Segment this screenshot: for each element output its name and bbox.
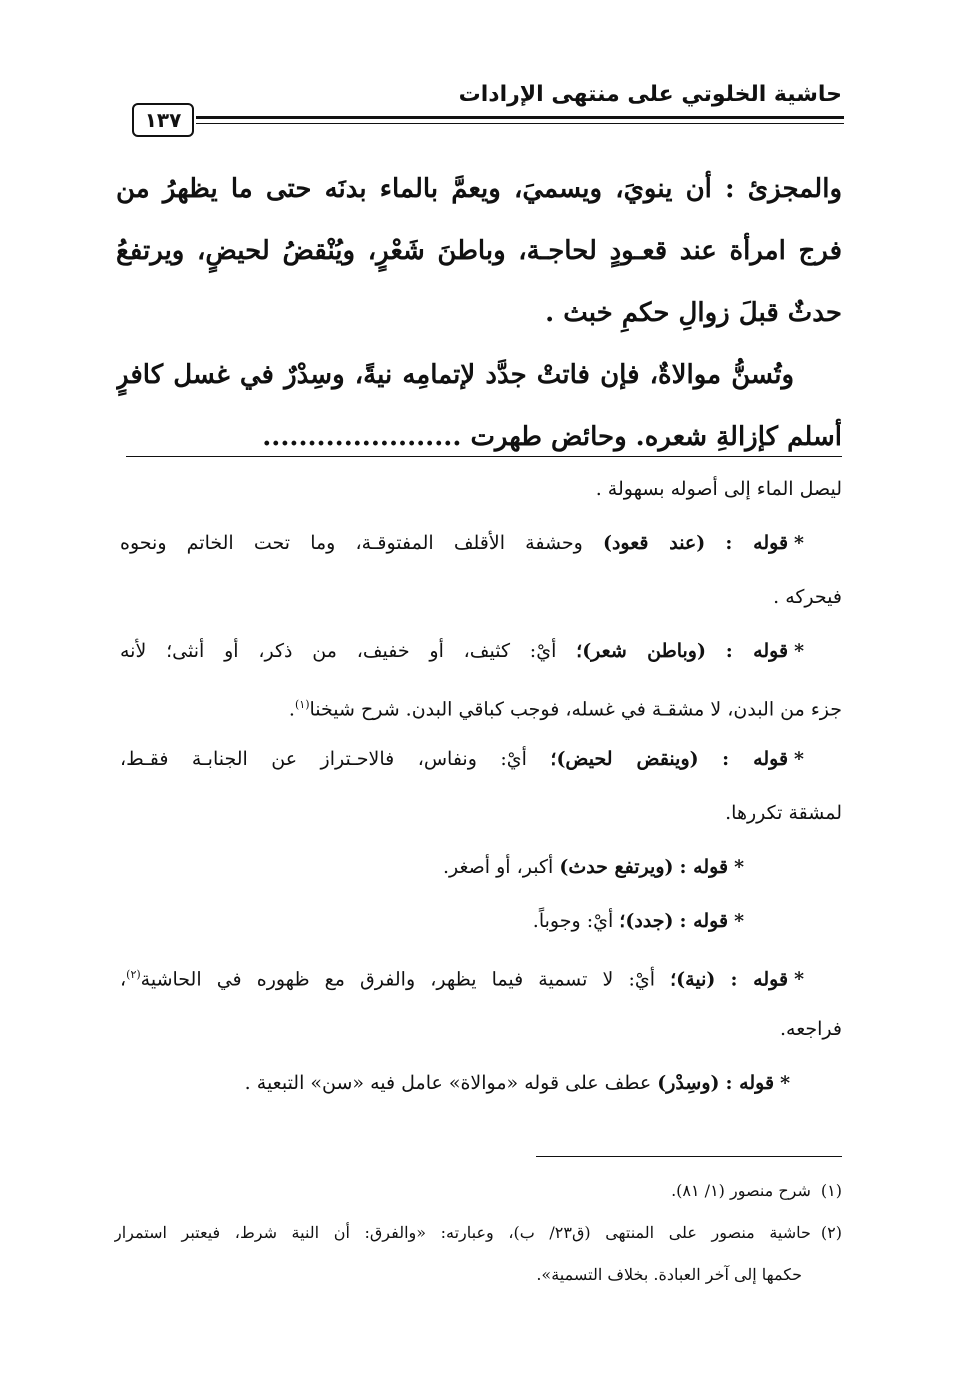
- lemma: (ويرتفع حدث): [559, 856, 674, 878]
- star-marker: *: [734, 910, 744, 932]
- sharh-text: [120, 462, 842, 1110]
- footnote-text-line: حكمها إلى آخر العبادة. بخلاف التسمية».: [536, 1265, 802, 1284]
- star-marker: *: [734, 856, 744, 878]
- matn-text: [116, 158, 842, 468]
- sharh-line: فراجعه.: [780, 1018, 842, 1040]
- sharh-line: فيحركه .: [773, 586, 842, 608]
- sharh-text-run: أيْ: وجوباً.: [532, 910, 614, 932]
- matn-line: والمجزئ : أن ينويَ، ويسميَ، ويعمَّ بالماء بدنَه حتى ما يظهرُ من: [116, 174, 842, 204]
- matn-line: فرج امرأة عند قعـودٍ لحاجـة، وباطنَ شَعْرٍ، ويُنْقضُ لحيضٍ، ويرتفعُ: [116, 236, 842, 266]
- sharh-text-run: أيْ: ونفاس، فالاحـتراز عن الجنابـة فقـط،: [120, 748, 527, 770]
- matn-line: [116, 406, 842, 468]
- running-title: حاشية الخلوتي على منتهى الإرادات: [458, 82, 842, 107]
- star-marker: *: [794, 640, 804, 662]
- footnote-rule: [536, 1156, 842, 1157]
- sharh-text-run: جزء من البدن، لا مشقـة في غسله، فوجب كباقي البدن. شرح شيخنا: [309, 698, 842, 721]
- sharh-text-run: أيْ: لا تسمية فيما يظهر، والفرق مع ظهوره في الحاشية: [140, 968, 656, 991]
- page-number: ١٣٧: [132, 103, 194, 137]
- footnotes: [114, 1170, 842, 1296]
- header-rule-thick: [196, 116, 844, 119]
- footnote-ref[interactable]: (٢): [126, 968, 141, 981]
- qawl-label: قوله :: [679, 910, 729, 932]
- sharh-text-run: ،: [120, 968, 127, 991]
- sharh-text-run: .: [288, 698, 295, 721]
- matn-separator-rule: [126, 456, 842, 457]
- sharh-text-run: عطف على قوله «موالاة» عامل فيه «سن» التبعية .: [244, 1072, 652, 1094]
- sharh-text-run: وحشفة الأقلف المفتوقـة، وما تحت الخاتم ونحوه: [120, 532, 583, 554]
- qawl-label: قوله :: [730, 968, 789, 991]
- qawl-label: قوله :: [725, 640, 789, 662]
- lemma: (جدد)؛: [619, 910, 674, 932]
- header-rule-thin: [196, 123, 844, 124]
- star-marker: *: [794, 532, 804, 554]
- qawl-label: قوله :: [722, 748, 789, 770]
- star-marker: *: [794, 968, 804, 991]
- footnote-number: (٢): [820, 1223, 842, 1242]
- matn-line-text: أسلم كإزالةِ شعره. وحائض طهرت: [470, 422, 842, 452]
- lemma: (وباطن شعر)؛: [576, 640, 706, 662]
- sharh-entry: [120, 840, 842, 894]
- sharh-continuation: ليصل الماء إلى أصوله بسهولة .: [595, 478, 842, 500]
- sharh-line: لمشقة تكررها.: [725, 802, 842, 824]
- footnote-1: [114, 1170, 842, 1212]
- matn-line: حدثٌ قبلَ زوالِ حكمِ خبث .: [545, 298, 842, 328]
- lemma: (عند قعود): [602, 532, 706, 554]
- sharh-line: [120, 678, 842, 732]
- footnote-2: [114, 1212, 842, 1254]
- sharh-entry: [120, 624, 842, 678]
- lemma: (وسِدْر): [657, 1072, 720, 1094]
- footnote-text: حاشية منصور على المنتهى (ق٢٣/ ب)، وعبارته: «والفرق: أن النية شرط، فيعتبر استمرار: [114, 1223, 811, 1242]
- matn-line: وتُسنُّ موالاةٌ، فإن فاتتْ جدَّد لإتمامِه نيةً، وسِدْرٌ في غسل كافرٍ: [116, 360, 794, 390]
- footnote-text: شرح منصور (١/ ٨١).: [671, 1181, 811, 1200]
- footnote-ref[interactable]: (١): [294, 698, 310, 711]
- sharh-entry: [120, 516, 842, 570]
- lemma: (نية)؛: [670, 968, 716, 991]
- qawl-label: قوله :: [725, 1072, 775, 1094]
- sharh-text-run: أيْ: كثيف، أو خفيف، من ذكر، أو أنثى؛ لأنه: [120, 640, 557, 662]
- sharh-entry: [120, 948, 842, 1002]
- qawl-label: قوله :: [725, 532, 789, 554]
- sharh-text-run: أكبر، أو أصغر.: [442, 856, 554, 878]
- footnote-number: (١): [820, 1181, 842, 1200]
- continuation-dots: ......................: [262, 422, 462, 452]
- qawl-label: قوله :: [679, 856, 729, 878]
- star-marker: *: [780, 1072, 790, 1094]
- lemma: (وينقض لحيض)؛: [550, 748, 699, 770]
- star-marker: *: [794, 748, 804, 770]
- sharh-entry: [120, 894, 842, 948]
- sharh-entry: [120, 1056, 842, 1110]
- sharh-entry: [120, 732, 842, 786]
